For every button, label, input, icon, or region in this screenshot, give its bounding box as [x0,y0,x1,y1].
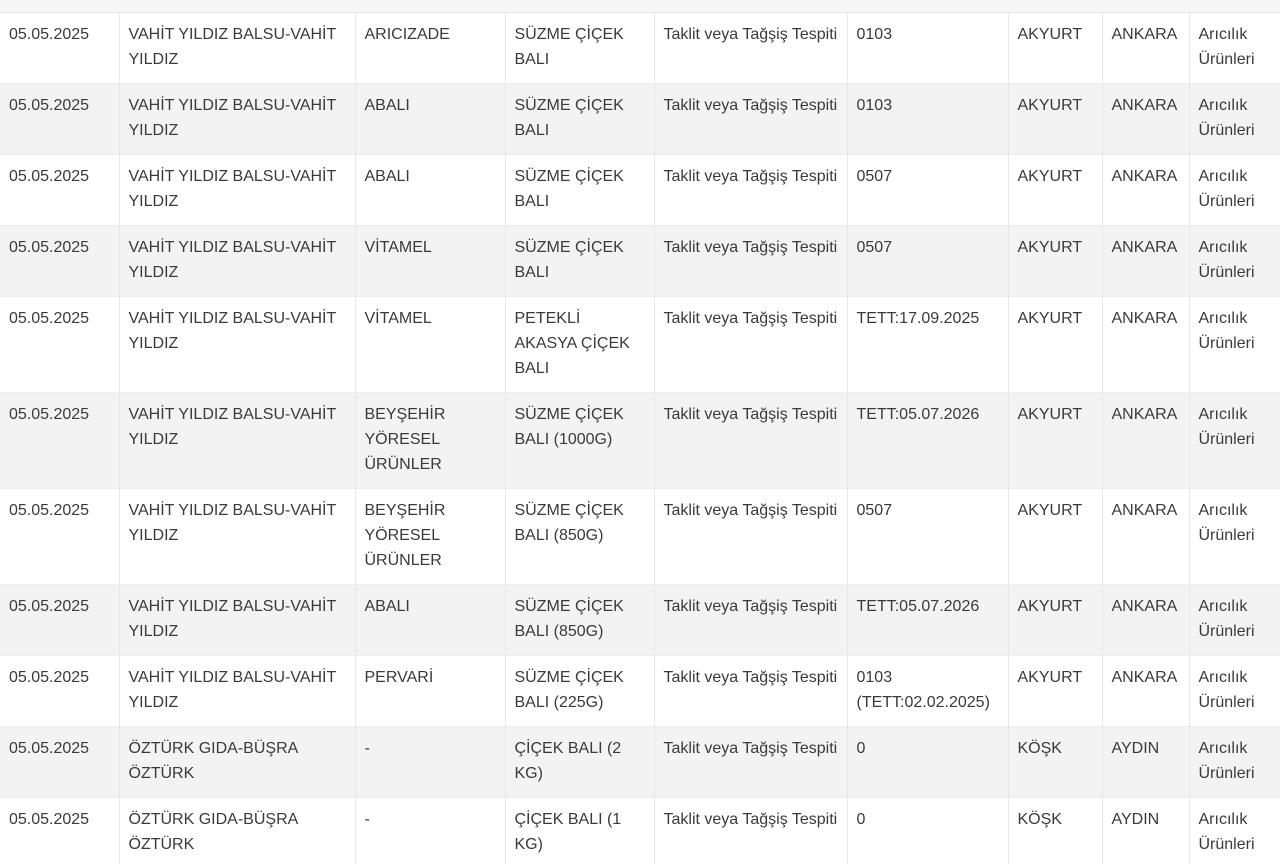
product-cell: SÜZME ÇİÇEK BALI [505,226,654,297]
table-row [0,393,1280,489]
brand-cell: PERVARİ [355,656,505,727]
category-cell: Arıcılık Ürünleri [1189,84,1280,155]
product-cell: SÜZME ÇİÇEK BALI [505,84,654,155]
company-cell: VAHİT YILDIZ BALSU-VAHİT YILDIZ [119,297,355,393]
company-cell: ÖZTÜRK GIDA-BÜŞRA ÖZTÜRK [119,798,355,864]
category-cell: Arıcılık Ürünleri [1189,727,1280,798]
violation-cell: Taklit veya Tağşiş Tespiti [654,226,847,297]
brand-cell: BEYŞEHİR YÖRESEL ÜRÜNLER [355,489,505,585]
date-cell: 05.05.2025 [0,656,119,727]
date-cell: 05.05.2025 [0,727,119,798]
date-cell: 05.05.2025 [0,226,119,297]
batch-cell: 0103 [847,84,1008,155]
category-cell: Arıcılık Ürünleri [1189,226,1280,297]
date-cell: 05.05.2025 [0,798,119,864]
violation-cell: Taklit veya Tağşiş Tespiti [654,297,847,393]
date-cell: 05.05.2025 [0,155,119,226]
company-cell: VAHİT YILDIZ BALSU-VAHİT YILDIZ [119,393,355,489]
table-row [0,155,1280,226]
district-cell: AKYURT [1008,393,1102,489]
violation-cell: Taklit veya Tağşiş Tespiti [654,585,847,656]
district-cell: AKYURT [1008,656,1102,727]
table-row [0,798,1280,864]
brand-cell: - [355,727,505,798]
product-cell: ÇİÇEK BALI (2 KG) [505,727,654,798]
district-cell: AKYURT [1008,155,1102,226]
violation-cell: Taklit veya Tağşiş Tespiti [654,393,847,489]
category-cell: Arıcılık Ürünleri [1189,155,1280,226]
province-cell: ANKARA [1102,297,1189,393]
table-header-edge [0,0,1280,13]
violation-cell: Taklit veya Tağşiş Tespiti [654,727,847,798]
brand-cell: - [355,798,505,864]
brand-cell: ABALI [355,84,505,155]
company-cell: VAHİT YILDIZ BALSU-VAHİT YILDIZ [119,489,355,585]
brand-cell: VİTAMEL [355,297,505,393]
violation-cell: Taklit veya Tağşiş Tespiti [654,798,847,864]
district-cell: AKYURT [1008,489,1102,585]
data-table [0,13,1280,864]
category-cell: Arıcılık Ürünleri [1189,489,1280,585]
product-cell: SÜZME ÇİÇEK BALI [505,13,654,84]
company-cell: VAHİT YILDIZ BALSU-VAHİT YILDIZ [119,155,355,226]
batch-cell: 0507 [847,155,1008,226]
brand-cell: ABALI [355,585,505,656]
batch-cell: 0103 (TETT:02.02.2025) [847,656,1008,727]
category-cell: Arıcılık Ürünleri [1189,798,1280,864]
violation-cell: Taklit veya Tağşiş Tespiti [654,656,847,727]
product-cell: ÇİÇEK BALI (1 KG) [505,798,654,864]
company-cell: VAHİT YILDIZ BALSU-VAHİT YILDIZ [119,13,355,84]
district-cell: KÖŞK [1008,727,1102,798]
product-cell: PETEKLİ AKASYA ÇİÇEK BALI [505,297,654,393]
product-cell: SÜZME ÇİÇEK BALI (1000G) [505,393,654,489]
batch-cell: 0 [847,727,1008,798]
category-cell: Arıcılık Ürünleri [1189,656,1280,727]
district-cell: AKYURT [1008,13,1102,84]
brand-cell: ARICIZADE [355,13,505,84]
product-cell: SÜZME ÇİÇEK BALI (850G) [505,489,654,585]
district-cell: AKYURT [1008,585,1102,656]
district-cell: AKYURT [1008,84,1102,155]
batch-cell: TETT:17.09.2025 [847,297,1008,393]
table-row [0,585,1280,656]
date-cell: 05.05.2025 [0,13,119,84]
brand-cell: VİTAMEL [355,226,505,297]
batch-cell: TETT:05.07.2026 [847,393,1008,489]
product-cell: SÜZME ÇİÇEK BALI (850G) [505,585,654,656]
company-cell: ÖZTÜRK GIDA-BÜŞRA ÖZTÜRK [119,727,355,798]
product-cell: SÜZME ÇİÇEK BALI [505,155,654,226]
category-cell: Arıcılık Ürünleri [1189,585,1280,656]
brand-cell: ABALI [355,155,505,226]
table-row [0,13,1280,84]
table-row [0,84,1280,155]
district-cell: AKYURT [1008,226,1102,297]
category-cell: Arıcılık Ürünleri [1189,13,1280,84]
violation-cell: Taklit veya Tağşiş Tespiti [654,489,847,585]
province-cell: ANKARA [1102,226,1189,297]
province-cell: ANKARA [1102,656,1189,727]
company-cell: VAHİT YILDIZ BALSU-VAHİT YILDIZ [119,585,355,656]
province-cell: ANKARA [1102,84,1189,155]
table-row [0,297,1280,393]
violation-cell: Taklit veya Tağşiş Tespiti [654,13,847,84]
date-cell: 05.05.2025 [0,393,119,489]
company-cell: VAHİT YILDIZ BALSU-VAHİT YILDIZ [119,84,355,155]
table-row [0,656,1280,727]
brand-cell: BEYŞEHİR YÖRESEL ÜRÜNLER [355,393,505,489]
province-cell: ANKARA [1102,155,1189,226]
province-cell: ANKARA [1102,489,1189,585]
date-cell: 05.05.2025 [0,489,119,585]
province-cell: AYDIN [1102,727,1189,798]
table-row [0,226,1280,297]
district-cell: KÖŞK [1008,798,1102,864]
batch-cell: 0507 [847,489,1008,585]
category-cell: Arıcılık Ürünleri [1189,297,1280,393]
province-cell: ANKARA [1102,585,1189,656]
province-cell: ANKARA [1102,393,1189,489]
date-cell: 05.05.2025 [0,585,119,656]
batch-cell: TETT:05.07.2026 [847,585,1008,656]
company-cell: VAHİT YILDIZ BALSU-VAHİT YILDIZ [119,226,355,297]
province-cell: ANKARA [1102,13,1189,84]
company-cell: VAHİT YILDIZ BALSU-VAHİT YILDIZ [119,656,355,727]
date-cell: 05.05.2025 [0,297,119,393]
district-cell: AKYURT [1008,297,1102,393]
province-cell: AYDIN [1102,798,1189,864]
table-row [0,489,1280,585]
violation-cell: Taklit veya Tağşiş Tespiti [654,155,847,226]
product-cell: SÜZME ÇİÇEK BALI (225G) [505,656,654,727]
table-row [0,727,1280,798]
date-cell: 05.05.2025 [0,84,119,155]
batch-cell: 0103 [847,13,1008,84]
batch-cell: 0507 [847,226,1008,297]
violation-cell: Taklit veya Tağşiş Tespiti [654,84,847,155]
category-cell: Arıcılık Ürünleri [1189,393,1280,489]
batch-cell: 0 [847,798,1008,864]
